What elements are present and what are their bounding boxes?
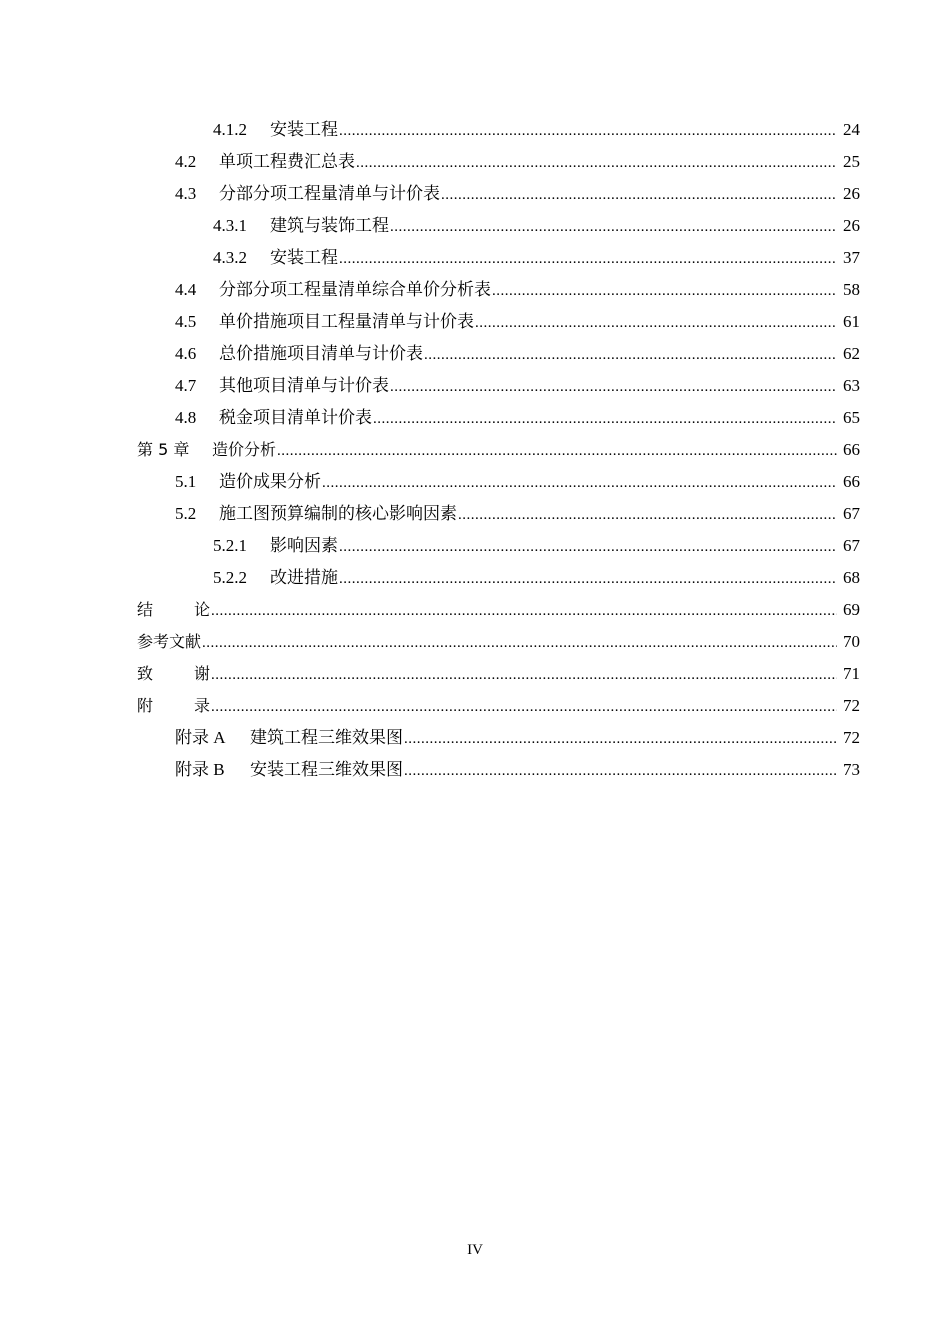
toc-chapter-entry[interactable] — [0, 658, 950, 690]
toc-entry-number: 5.2.2 — [213, 568, 247, 587]
toc-entry-page: 66 — [843, 440, 860, 459]
dot-leader — [424, 338, 837, 371]
dot-leader — [458, 498, 837, 531]
toc-chapter-entry[interactable] — [0, 690, 950, 722]
dot-leader — [404, 722, 837, 755]
toc-entry-title: 安装工程 — [270, 120, 338, 139]
toc-entry-number: 4.4 — [175, 280, 197, 299]
toc-entry-number: 5.2.1 — [213, 536, 247, 555]
toc-entry-page: 24 — [843, 120, 860, 139]
toc-entry[interactable] — [0, 562, 950, 594]
toc-entry[interactable] — [0, 402, 950, 434]
dot-leader — [475, 306, 837, 339]
toc-entry[interactable] — [0, 370, 950, 402]
toc-entry-page: 58 — [843, 280, 860, 299]
toc-entry-number: 4.3 — [175, 184, 197, 203]
toc-entry-number: 第 5 章 — [137, 440, 190, 459]
toc-entry-number: 4.2 — [175, 152, 197, 171]
toc-entry-page: 70 — [843, 632, 860, 651]
toc-entry-title: 影响因素 — [270, 536, 338, 555]
toc-entry[interactable] — [0, 274, 950, 306]
toc-entry-title: 论 — [194, 600, 211, 619]
toc-chapter-entry[interactable] — [0, 594, 950, 626]
toc-entry-title: 分部分项工程量清单与计价表 — [219, 184, 440, 203]
toc-entry[interactable] — [0, 306, 950, 338]
toc-entry[interactable] — [0, 114, 950, 146]
toc-entry[interactable] — [0, 178, 950, 210]
dot-leader — [356, 146, 837, 179]
toc-entry-title: 其他项目清单与计价表 — [219, 376, 389, 395]
toc-entry[interactable] — [0, 466, 950, 498]
toc-entry-page: 67 — [843, 536, 860, 555]
toc-appendix-entry[interactable] — [0, 754, 950, 786]
toc-entry[interactable] — [0, 146, 950, 178]
dot-leader — [322, 466, 837, 499]
toc-entry-number: 4.8 — [175, 408, 197, 427]
toc-entry[interactable] — [0, 242, 950, 274]
toc-entry-number: 4.5 — [175, 312, 197, 331]
dot-leader — [339, 562, 837, 595]
toc-entry[interactable] — [0, 210, 950, 242]
toc-entry-page: 26 — [843, 184, 860, 203]
dot-leader — [339, 114, 837, 147]
toc-entry-number: 4.3.2 — [213, 248, 247, 267]
dot-leader — [492, 274, 837, 307]
toc-entry-page: 62 — [843, 344, 860, 363]
toc-entry-number: 5.1 — [175, 472, 197, 491]
dot-leader — [373, 402, 837, 435]
toc-entry-title: 分部分项工程量清单综合单价分析表 — [219, 280, 491, 299]
toc-chapter-entry[interactable] — [0, 434, 950, 466]
toc-entry-page: 72 — [843, 696, 860, 715]
toc-entry-page: 72 — [843, 728, 860, 747]
toc-entry[interactable] — [0, 338, 950, 370]
dot-leader — [211, 594, 837, 627]
page-number: IV — [467, 1242, 483, 1258]
toc-entry-number: 4.3.1 — [213, 216, 247, 235]
dot-leader — [277, 434, 837, 467]
dot-leader — [211, 658, 837, 691]
toc-entry-page: 68 — [843, 568, 860, 587]
toc-entry-title: 总价措施项目清单与计价表 — [219, 344, 423, 363]
toc-entry-page: 65 — [843, 408, 860, 427]
dot-leader — [441, 178, 837, 211]
toc-entry-page: 73 — [843, 760, 860, 779]
toc-entry-title: 建筑工程三维效果图 — [250, 728, 403, 747]
toc-entry-page: 37 — [843, 248, 860, 267]
toc-entry-number: 结 — [137, 600, 154, 619]
toc-entry-number: 附录 A — [175, 728, 226, 747]
toc-chapter-entry[interactable] — [0, 626, 950, 658]
toc-entry[interactable] — [0, 498, 950, 530]
toc-entry-page: 69 — [843, 600, 860, 619]
toc-entry-page: 63 — [843, 376, 860, 395]
toc-entry-title: 录 — [194, 696, 211, 715]
toc-entry-number: 5.2 — [175, 504, 197, 523]
toc-entry-page: 25 — [843, 152, 860, 171]
toc-entry-number: 4.7 — [175, 376, 197, 395]
dot-leader — [404, 754, 837, 787]
toc-entry-title: 施工图预算编制的核心影响因素 — [219, 504, 457, 523]
dot-leader — [390, 210, 837, 243]
toc-entry-page: 66 — [843, 472, 860, 491]
toc-entry-number: 附录 B — [175, 760, 225, 779]
toc-entry-number: 参考文献 — [137, 632, 202, 651]
dot-leader — [211, 690, 837, 723]
dot-leader — [339, 530, 837, 563]
toc-entry-title: 税金项目清单计价表 — [219, 408, 372, 427]
toc-entry-page: 26 — [843, 216, 860, 235]
toc-entry-title: 造价分析 — [212, 440, 277, 459]
toc-entry-title: 安装工程三维效果图 — [250, 760, 403, 779]
toc-entry-page: 71 — [843, 664, 860, 683]
toc-entry-title: 造价成果分析 — [219, 472, 321, 491]
dot-leader — [390, 370, 837, 403]
toc-entry-number: 4.1.2 — [213, 120, 247, 139]
toc-entry[interactable] — [0, 530, 950, 562]
toc-entry-page: 61 — [843, 312, 860, 331]
toc-entry-page: 67 — [843, 504, 860, 523]
toc-entry-title: 安装工程 — [270, 248, 338, 267]
toc-entry-number: 致 — [137, 664, 154, 683]
toc-entry-number: 附 — [137, 696, 154, 715]
table-of-contents — [0, 114, 950, 786]
toc-appendix-entry[interactable] — [0, 722, 950, 754]
dot-leader — [339, 242, 837, 275]
toc-entry-title: 谢 — [194, 664, 211, 683]
toc-entry-number: 4.6 — [175, 344, 197, 363]
toc-entry-title: 单项工程费汇总表 — [219, 152, 355, 171]
toc-entry-title: 单价措施项目工程量清单与计价表 — [219, 312, 474, 331]
toc-entry-title: 建筑与装饰工程 — [270, 216, 389, 235]
toc-entry-title: 改进措施 — [270, 568, 338, 587]
dot-leader — [202, 626, 837, 659]
